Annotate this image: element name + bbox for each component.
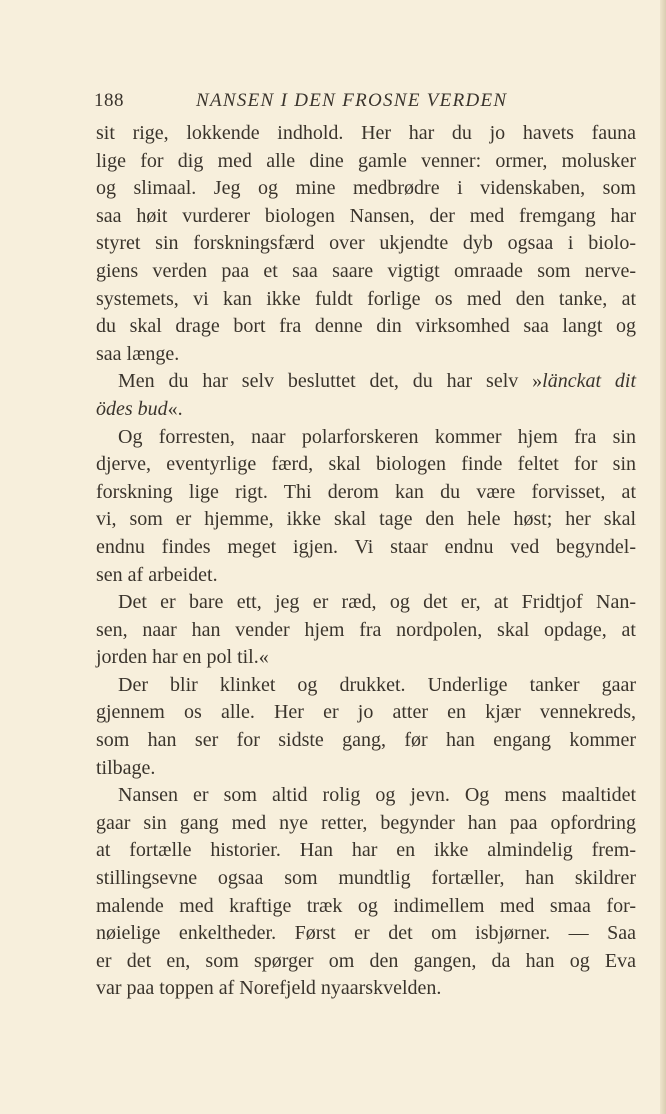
text-line: djerve, eventyrlige færd, skal biologen finde feltet for sin [96, 453, 636, 476]
text-segment: Men du har selv besluttet det, du har selv » [118, 370, 543, 393]
text-line: Det er bare ett, jeg er ræd, og det er, at Fridtjof Nan- [118, 591, 636, 614]
text-line: giens verden paa et saa saare vigtigt omraade som nerve- [96, 259, 636, 282]
text-line: nøielige enkeltheder. Først er det om isbjørner. — Saa [96, 922, 636, 945]
text-line: gjennem os alle. Her er jo atter en kjær vennekreds, [96, 701, 636, 724]
text-line: malende med kraftige træk og indimellem med smaa for- [96, 894, 636, 917]
text-line: forskning lige rigt. Thi derom kan du være forvisset, at [96, 480, 636, 503]
text-line: endnu findes meget igjen. Vi staar endnu ved begyndel- [96, 535, 636, 558]
text-line: Og forresten, naar polarforskeren kommer hjem fra sin [118, 425, 636, 448]
text-line: sit rige, lokkende indhold. Her har du jo havets fauna [96, 122, 636, 144]
text-line: lige for dig med alle dine gamle venner: ormer, molusker [96, 149, 636, 172]
text-line [96, 396, 636, 424]
text-line: systemets, vi kan ikke fuldt forlige os med den tanke, at [96, 287, 636, 310]
text-line: gaar sin gang med nye retter, begynder han paa opfordring [96, 811, 636, 834]
text-line: du skal drage bort fra denne din virksomhed saa langt og [96, 315, 636, 338]
text-line: sen af arbeidet. [96, 563, 218, 586]
running-title: NANSEN I DEN FROSNE VERDEN [196, 90, 508, 111]
italic-quote: ödes bud [96, 397, 168, 420]
page-edge [660, 0, 666, 1114]
text-line: tilbage. [96, 756, 156, 779]
text-line: Der blir klinket og drukket. Underlige tanker gaar [118, 673, 636, 696]
text-line: saa længe. [96, 342, 180, 365]
page-number: 188 [94, 90, 124, 111]
text-line: Nansen er som altid rolig og jevn. Og mens maaltidet [118, 784, 636, 807]
text-line: og slimaal. Jeg og mine medbrødre i videnskaben, som [96, 177, 636, 200]
text-line: jorden har en pol til.« [96, 646, 269, 669]
text-line: er det en, som spørger om den gangen, da han og Eva [96, 949, 636, 972]
italic-quote: länckat dit [542, 370, 637, 393]
text-line: sen, naar han vender hjem fra nordpolen, skal opdage, at [96, 618, 636, 641]
body-text [96, 120, 636, 1003]
text-line: saa høit vurderer biologen Nansen, der med fremgang har [96, 204, 636, 227]
page-header [94, 86, 642, 116]
text-line: at fortælle historier. Han har en ikke almindelig frem- [96, 839, 636, 862]
text-line: var paa toppen af Norefjeld nyaarskvelden. [96, 977, 442, 1000]
text-line: vi, som er hjemme, ikke skal tage den hele høst; her skal [96, 508, 636, 531]
text-segment: «. [167, 397, 183, 420]
text-line: styret sin forskningsfærd over ukjendte dyb ogsaa i biolo- [96, 232, 636, 255]
text-line [96, 368, 636, 396]
text-line: som han ser for sidste gang, før han engang kommer [96, 729, 636, 752]
text-line: stillingsevne ogsaa som mundtlig fortæller, han skildrer [96, 867, 636, 890]
